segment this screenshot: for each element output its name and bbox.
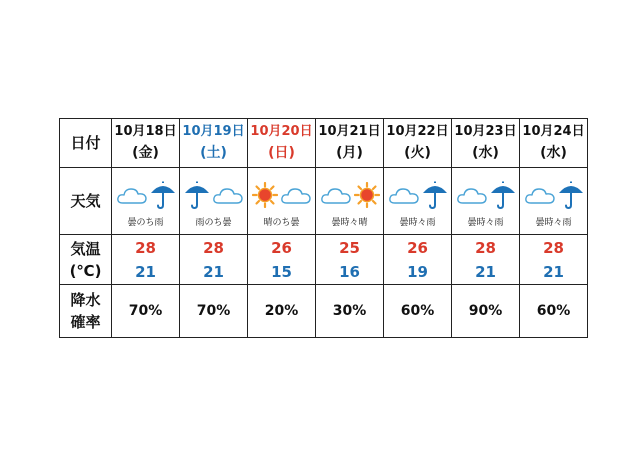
temperature-cell	[520, 235, 588, 285]
weather-text: 曇時々雨	[399, 217, 436, 228]
precipitation-cell	[384, 285, 452, 338]
cloud-icon	[280, 184, 312, 206]
weather-row-label-cell	[60, 168, 112, 235]
umbrella-icon	[184, 180, 210, 210]
day-of-week: (日)	[268, 145, 295, 161]
weather-cell	[384, 168, 452, 235]
weather-icons	[520, 178, 587, 212]
temperature-label: 気温	[70, 239, 101, 258]
precipitation-cell	[248, 285, 316, 338]
precipitation-probability: 70%	[196, 303, 231, 319]
precipitation-probability: 90%	[468, 303, 503, 319]
weather-text: 曇時々晴	[331, 217, 368, 228]
precipitation-label-2: 確率	[70, 313, 101, 331]
cloud-icon	[212, 184, 244, 206]
sun-icon	[354, 182, 380, 208]
weather-text: 曇のち雨	[127, 217, 164, 228]
date-row-label-cell	[60, 119, 112, 168]
temperature-cell	[384, 235, 452, 285]
precipitation-cell	[452, 285, 520, 338]
temperature-cell	[452, 235, 520, 285]
max-temperature: 25	[339, 238, 360, 257]
precipitation-probability: 60%	[536, 303, 571, 319]
precipitation-cell	[180, 285, 248, 338]
date-cell	[520, 119, 588, 168]
cloud-icon	[524, 184, 556, 206]
date-text: 10月18日	[114, 124, 177, 139]
precipitation-cell	[112, 285, 180, 338]
weather-icons	[180, 178, 247, 212]
day-of-week: (水)	[540, 145, 567, 161]
weather-forecast-table	[59, 118, 588, 338]
weather-cell	[316, 168, 384, 235]
weather-cell	[112, 168, 180, 235]
date-cell	[384, 119, 452, 168]
date-text: 10月24日	[522, 124, 585, 139]
temperature-row-label-cell	[60, 235, 112, 285]
date-cell	[180, 119, 248, 168]
min-temperature: 21	[203, 262, 224, 281]
umbrella-icon	[490, 180, 516, 210]
min-temperature: 21	[475, 262, 496, 281]
cloud-icon	[320, 184, 352, 206]
weather-label: 天気	[70, 192, 101, 210]
min-temperature: 19	[407, 262, 428, 281]
precipitation-probability: 30%	[332, 303, 367, 319]
date-text: 10月22日	[386, 124, 449, 139]
precipitation-row	[60, 285, 588, 338]
sun-icon	[252, 182, 278, 208]
date-text: 10月20日	[250, 124, 313, 139]
day-of-week: (水)	[472, 145, 499, 161]
min-temperature: 15	[271, 262, 292, 281]
max-temperature: 28	[203, 238, 224, 257]
max-temperature: 26	[407, 238, 428, 257]
day-of-week: (土)	[200, 145, 227, 161]
weather-icons	[316, 178, 383, 212]
weather-cell	[248, 168, 316, 235]
day-of-week: (月)	[336, 145, 363, 161]
precipitation-probability: 60%	[400, 303, 435, 319]
date-cell	[316, 119, 384, 168]
precipitation-probability: 70%	[128, 303, 163, 319]
date-label: 日付	[70, 134, 101, 152]
temperature-unit-label: (℃)	[69, 261, 102, 280]
temperature-row	[60, 235, 588, 285]
cloud-icon	[388, 184, 420, 206]
cloud-icon	[116, 184, 148, 206]
weather-icons	[384, 178, 451, 212]
precipitation-cell	[520, 285, 588, 338]
precipitation-label: 降水	[70, 291, 101, 309]
temperature-cell	[316, 235, 384, 285]
weather-icons	[248, 178, 315, 212]
min-temperature: 21	[543, 262, 564, 281]
min-temperature: 16	[339, 262, 360, 281]
date-cell	[112, 119, 180, 168]
max-temperature: 28	[543, 238, 564, 257]
weather-cell	[452, 168, 520, 235]
umbrella-icon	[422, 180, 448, 210]
umbrella-icon	[558, 180, 584, 210]
precipitation-probability: 20%	[264, 303, 299, 319]
weather-icons	[452, 178, 519, 212]
weather-row	[60, 168, 588, 235]
precipitation-cell	[316, 285, 384, 338]
temperature-cell	[112, 235, 180, 285]
temperature-cell	[248, 235, 316, 285]
weather-text: 曇時々雨	[535, 217, 572, 228]
date-cell	[452, 119, 520, 168]
date-text: 10月19日	[182, 124, 245, 139]
date-row	[60, 119, 588, 168]
temperature-cell	[180, 235, 248, 285]
day-of-week: (金)	[132, 145, 159, 161]
weather-text: 晴のち曇	[263, 217, 300, 228]
min-temperature: 21	[135, 262, 156, 281]
date-cell	[248, 119, 316, 168]
umbrella-icon	[150, 180, 176, 210]
weather-icons	[112, 178, 179, 212]
cloud-icon	[456, 184, 488, 206]
weather-text: 雨のち曇	[195, 217, 232, 228]
max-temperature: 26	[271, 238, 292, 257]
day-of-week: (火)	[404, 145, 431, 161]
max-temperature: 28	[135, 238, 156, 257]
weather-text: 曇時々雨	[467, 217, 504, 228]
weather-cell	[520, 168, 588, 235]
max-temperature: 28	[475, 238, 496, 257]
date-text: 10月21日	[318, 124, 381, 139]
date-text: 10月23日	[454, 124, 517, 139]
weather-cell	[180, 168, 248, 235]
precipitation-row-label-cell	[60, 285, 112, 338]
